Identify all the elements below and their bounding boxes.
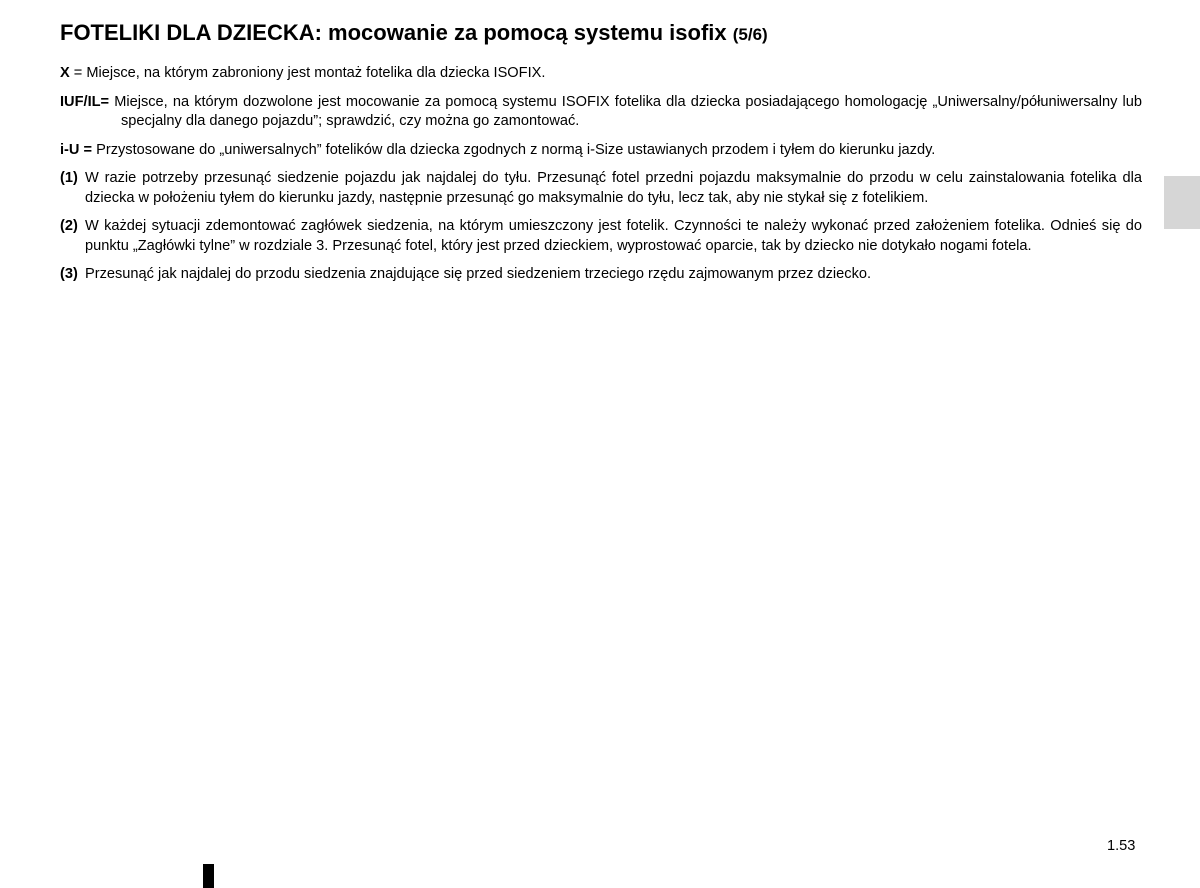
- note-text: W razie potrzeby przesunąć siedzenie pojazdu jak najdalej do tyłu. Przesunąć fotel przedni pojazdu maksymalnie do przodu w celu zainstalowania fotelika dla dziecka w położeniu tyłem do kierunku jazdy, następnie przesunąć go maksymalnie do tyłu, lecz tak, aby nie stykał się z fotelikiem.: [85, 170, 1142, 206]
- legend-separator: =: [73, 65, 83, 81]
- page-title: [60, 19, 768, 49]
- note-number: (1): [60, 170, 78, 186]
- legend-key: X: [60, 65, 70, 81]
- notes-list: [60, 169, 1142, 285]
- legend-text: Przystosowane do „uniwersalnych” fotelików dla dziecka zgodnych z normą i-Size ustawianych przodem i tyłem do kierunku jazdy.: [96, 141, 936, 158]
- legend-item-i-u: [60, 141, 1142, 161]
- legend-key: i-U =: [60, 141, 93, 158]
- note-number: (2): [60, 218, 78, 234]
- note-number: (3): [60, 266, 78, 282]
- legend-item-x: [60, 64, 1142, 84]
- note-item: [60, 217, 1142, 256]
- note-text: W każdej sytuacji zdemontować zagłówek siedzenia, na którym umieszczony jest fotelik. Czynności te należy wykonać przed założeniem fotelika. Odnieś się do punktu „Zagłówki tylne” w rozdziale 3. Przesunąć fotel, który jest przed dzieckiem, wyprostować oparcie, tak by dziecko nie dotykało nogami fotela.: [85, 218, 1142, 254]
- title-part-indicator: (5/6): [732, 25, 768, 44]
- chapter-tab: [1164, 176, 1200, 229]
- legend-item-iuf-il: [60, 93, 1142, 132]
- print-crop-mark: [203, 864, 214, 888]
- note-item: [60, 265, 1142, 285]
- note-item: [60, 169, 1142, 208]
- page-number: 1.53: [1107, 838, 1136, 854]
- legend-list: [60, 64, 1142, 160]
- legend-text: Miejsce, na którym zabroniony jest montaż fotelika dla dziecka ISOFIX.: [86, 65, 546, 81]
- legend-text: Miejsce, na którym dozwolone jest mocowanie za pomocą systemu ISOFIX fotelika dla dziecka posiadającego homologację „Uniwersalny/półuniwersalny lub specjalny dla danego pojazdu”; sprawdzić, czy można go zamontować.: [114, 93, 1142, 129]
- legend-key: IUF/IL=: [60, 93, 110, 110]
- note-text: Przesunąć jak najdalej do przodu siedzenia znajdujące się przed siedzeniem trzeciego rzędu zajmowanym przez dziecko.: [85, 266, 872, 282]
- title-main: FOTELIKI DLA DZIECKA: mocowanie za pomocą systemu isofix: [60, 20, 727, 45]
- document-body: [60, 64, 1142, 294]
